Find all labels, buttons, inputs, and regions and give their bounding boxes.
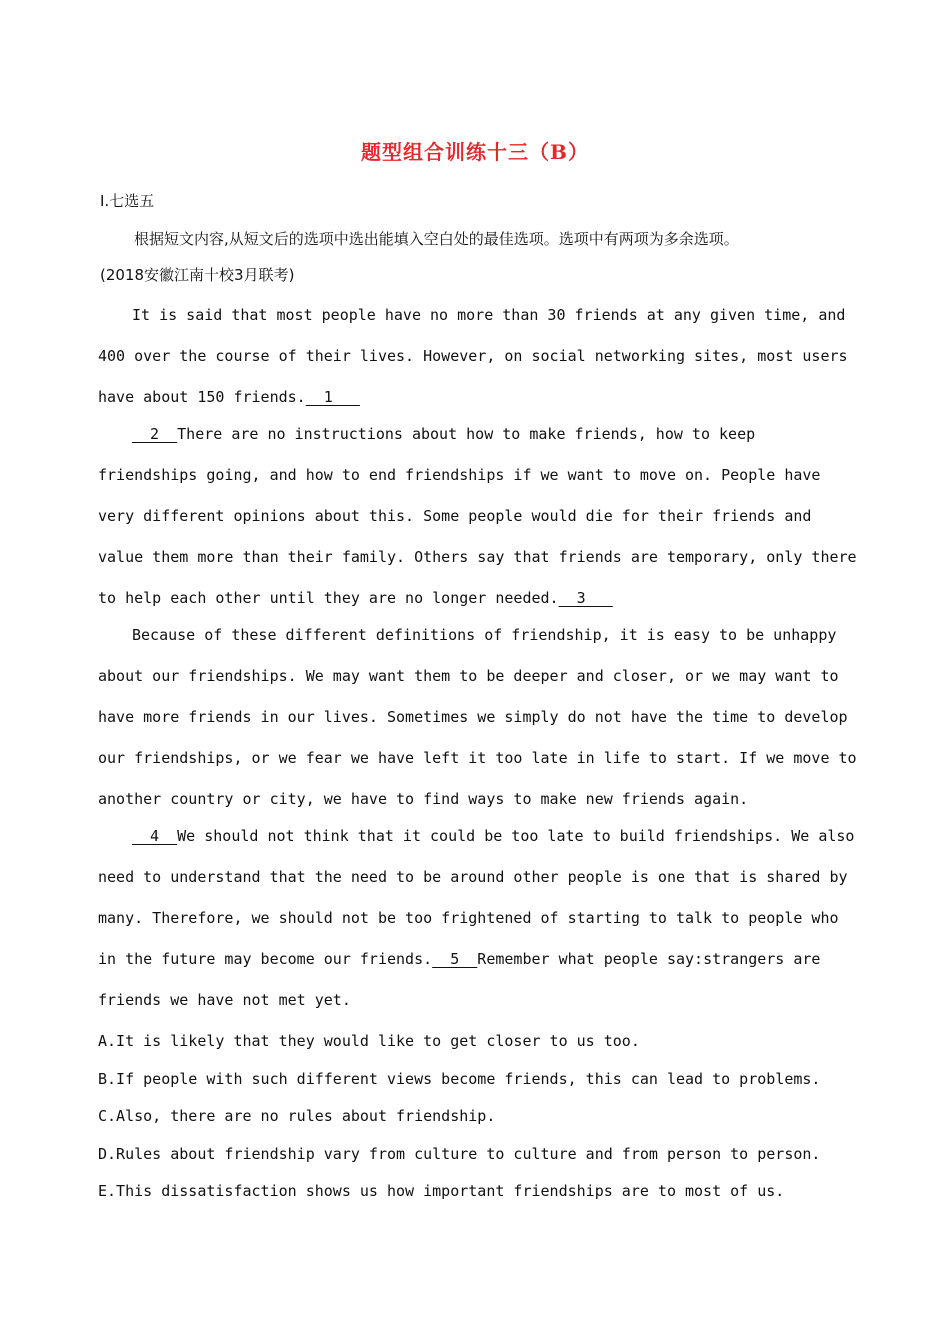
paragraph-2 <box>98 414 858 619</box>
option-a: A.It is likely that they would like to get closer to us too. <box>98 1032 640 1050</box>
blank-1: 1 <box>305 388 360 406</box>
passage <box>98 295 858 1021</box>
paragraph-text: We should not think that it could be too late to build friendships. We also need to understand that the need to be around other people is one that is shared by many. Therefore, we should not be too frightened of starting to talk to people who in the future may become our friends. <box>98 827 855 968</box>
blank-5: 5 <box>432 950 478 968</box>
paragraph-text: There are no instructions about how to make friends, how to keep friendships going, and how to end friendships if we want to move on. People have very different opinions about this. Some people would die for their friends and value them more than their family. Others say that friends are temporary, only there to help each other until they are no longer needed. <box>98 425 857 607</box>
option-e: E.This dissatisfaction shows us how important friendships are to most of us. <box>98 1182 785 1200</box>
source-note: (2018安徽江南十校3月联考) <box>100 266 295 284</box>
paragraph-4 <box>98 816 858 1021</box>
options-list <box>98 1023 858 1211</box>
section-heading: Ⅰ.七选五 <box>100 192 155 210</box>
blank-4: 4 <box>132 827 178 845</box>
instruction-text: 根据短文内容,从短文后的选项中选出能填入空白处的最佳选项。选项中有两项为多余选项。 <box>134 230 739 248</box>
option-d: D.Rules about friendship vary from culture to culture and from person to person. <box>98 1144 821 1163</box>
paragraph-1 <box>98 295 858 418</box>
paragraph-text: It is said that most people have no more than 30 friends at any given time, and 400 over the course of their lives. However, on social networking sites, most users have about 150 friends. <box>98 306 848 406</box>
paragraph-text: Because of these different definitions of friendship, it is easy to be unhappy about our friendships. We may want them to be deeper and closer, or we may want to have more friends in our lives. Sometimes we simply do not have the time to develop our friendships, or we fear we have left it too late in life to start. If we move to another country or city, we have to find ways to make new friends again. <box>98 626 857 808</box>
option-b: B.If people with such different views become friends, this can lead to problems. <box>98 1069 821 1088</box>
blank-3: 3 <box>558 589 613 607</box>
paragraph-3 <box>98 615 858 820</box>
blank-2: 2 <box>132 425 178 443</box>
paragraph-text: Remember what people say:strangers are friends we have not met yet. <box>98 950 821 1009</box>
option-c: C.Also, there are no rules about friendship. <box>98 1107 496 1125</box>
page-title: 题型组合训练十三（B） <box>361 140 589 164</box>
